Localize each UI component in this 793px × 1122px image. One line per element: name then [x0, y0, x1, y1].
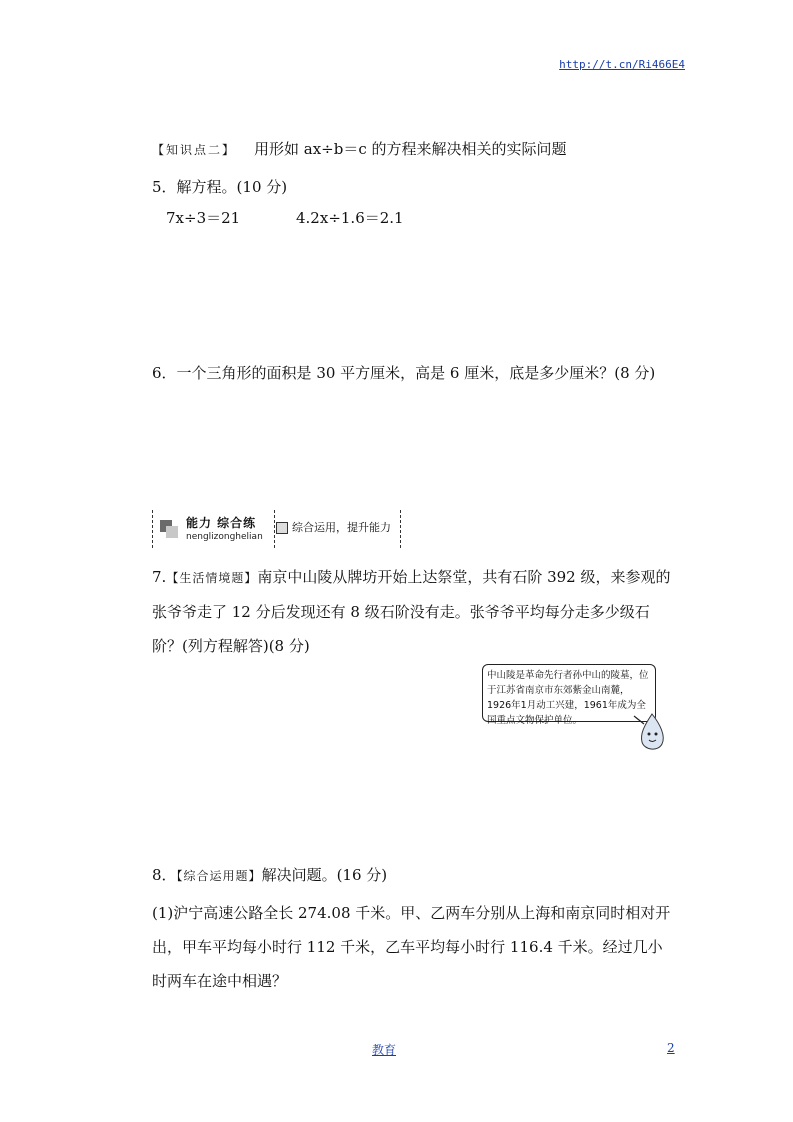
- question-8-title: [152, 864, 387, 885]
- page-number: 2: [667, 1041, 675, 1055]
- knowledge-point-tag: 【知识点二】: [152, 143, 237, 157]
- water-drop-mascot-icon: [630, 710, 670, 754]
- header-link[interactable]: http://t.cn/Ri466E4: [559, 58, 685, 71]
- banner-title: 能力 综合练: [186, 516, 257, 530]
- question-8-number: 8．: [152, 866, 177, 884]
- speech-bubble-illustration: [480, 660, 672, 752]
- knowledge-point-text: 用形如 ax÷b＝c 的方程来解决相关的实际问题: [254, 140, 567, 158]
- question-7-text: 南京中山陵从牌坊开始上达祭堂，共有石阶 392 级，来参观的张爷爷走了 12 分后发现还有 8 级石阶没有走。张爷爷平均每分走多少级石阶？(列方程解答)(8 分): [152, 568, 671, 655]
- banner-pinyin: nenglizonghelian: [186, 532, 263, 542]
- footer-link[interactable]: 教育: [372, 1043, 397, 1057]
- question-5-title: 5．解方程。(10 分): [152, 178, 288, 196]
- banner-left-border: [152, 510, 153, 548]
- section-banner: [152, 510, 402, 548]
- question-7-number: 7.: [152, 568, 167, 586]
- banner-subtitle: 综合运用，提升能力: [292, 521, 391, 534]
- question-8-part-1: (1)沪宁高速公路全长 274.08 千米。甲、乙两车分别从上海和南京同时相对开出，甲车平均每小时行 112 千米，乙车平均每小时行 116.4 千米。经过几小时两车在途中相遇？: [152, 904, 671, 990]
- banner-square-light: [166, 526, 178, 538]
- question-7: [152, 560, 674, 663]
- question-8-tag: 【综合运用题】: [176, 869, 262, 883]
- question-8-text: 解决问题。(16 分): [261, 866, 388, 884]
- equation-1: 7x÷3＝21: [166, 209, 241, 227]
- banner-arrow-icon: [276, 522, 288, 534]
- banner-mid-border: [274, 510, 275, 548]
- banner-right-border: [400, 510, 401, 548]
- question-7-tag: 【生活情境题】: [166, 571, 258, 585]
- equation-2: 4.2x÷1.6＝2.1: [296, 209, 404, 227]
- speech-bubble-text: 中山陵是革命先行者孙中山的陵墓，位于江苏省南京市东郊紫金山南麓，1926年1月动工兴建，1961年成为全国重点文物保护单位。: [482, 664, 656, 722]
- knowledge-point-heading: [152, 138, 567, 159]
- question-6: 6．一个三角形的面积是 30 平方厘米，高是 6 厘米，底是多少厘米？(8 分): [152, 364, 656, 382]
